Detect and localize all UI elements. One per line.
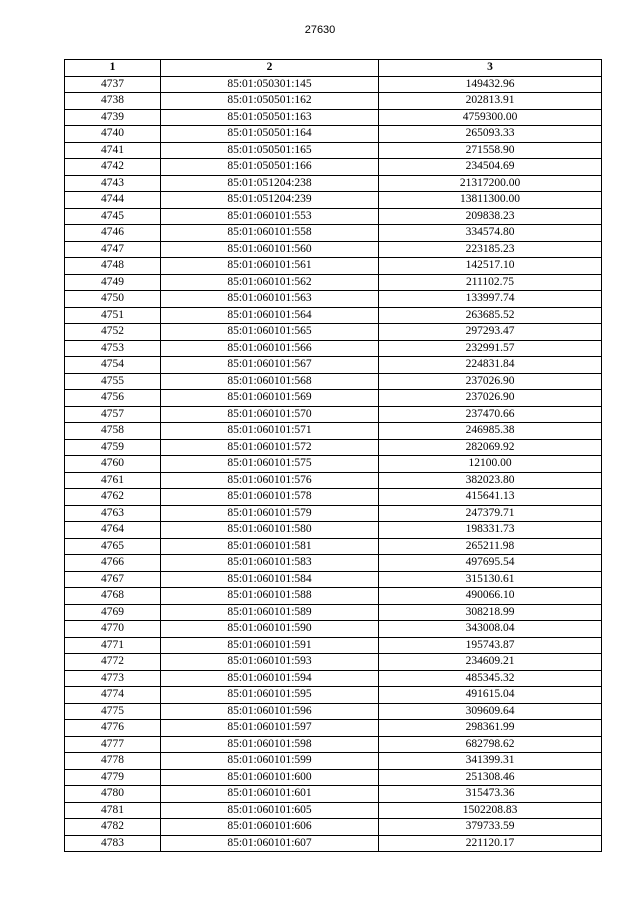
row-number-cell: 4749 bbox=[65, 274, 161, 291]
value-cell: 379733.59 bbox=[379, 819, 602, 836]
value-cell: 237026.90 bbox=[379, 373, 602, 390]
cadastral-number-cell: 85:01:060101:606 bbox=[161, 819, 379, 836]
row-number-cell: 4746 bbox=[65, 225, 161, 242]
cadastral-number-cell: 85:01:050501:164 bbox=[161, 126, 379, 143]
value-cell: 237470.66 bbox=[379, 406, 602, 423]
cadastral-number-cell: 85:01:060101:607 bbox=[161, 835, 379, 852]
value-cell: 224831.84 bbox=[379, 357, 602, 374]
cadastral-number-cell: 85:01:060101:605 bbox=[161, 802, 379, 819]
cadastral-number-cell: 85:01:050501:163 bbox=[161, 109, 379, 126]
table-row bbox=[65, 703, 602, 720]
row-number-cell: 4776 bbox=[65, 720, 161, 737]
row-number-cell: 4763 bbox=[65, 505, 161, 522]
cadastral-number-cell: 85:01:060101:598 bbox=[161, 736, 379, 753]
value-cell: 282069.92 bbox=[379, 439, 602, 456]
cadastral-number-cell: 85:01:060101:600 bbox=[161, 769, 379, 786]
row-number-cell: 4739 bbox=[65, 109, 161, 126]
value-cell: 21317200.00 bbox=[379, 175, 602, 192]
cadastral-number-cell: 85:01:060101:562 bbox=[161, 274, 379, 291]
table-row bbox=[65, 753, 602, 770]
row-number-cell: 4775 bbox=[65, 703, 161, 720]
table-row bbox=[65, 324, 602, 341]
table-row bbox=[65, 423, 602, 440]
row-number-cell: 4760 bbox=[65, 456, 161, 473]
cadastral-number-cell: 85:01:060101:579 bbox=[161, 505, 379, 522]
cadastral-number-cell: 85:01:060101:591 bbox=[161, 637, 379, 654]
table-row bbox=[65, 736, 602, 753]
table-row bbox=[65, 571, 602, 588]
table-row bbox=[65, 291, 602, 308]
value-cell: 195743.87 bbox=[379, 637, 602, 654]
table-row bbox=[65, 456, 602, 473]
cadastral-number-cell: 85:01:060101:594 bbox=[161, 670, 379, 687]
table-row bbox=[65, 604, 602, 621]
cadastral-number-cell: 85:01:060101:568 bbox=[161, 373, 379, 390]
cadastral-number-cell: 85:01:060101:558 bbox=[161, 225, 379, 242]
cadastral-number-cell: 85:01:060101:588 bbox=[161, 588, 379, 605]
row-number-cell: 4755 bbox=[65, 373, 161, 390]
cadastral-number-cell: 85:01:060101:567 bbox=[161, 357, 379, 374]
value-cell: 497695.54 bbox=[379, 555, 602, 572]
row-number-cell: 4772 bbox=[65, 654, 161, 671]
table-row bbox=[65, 406, 602, 423]
table-row bbox=[65, 340, 602, 357]
value-cell: 263685.52 bbox=[379, 307, 602, 324]
value-cell: 247379.71 bbox=[379, 505, 602, 522]
cadastral-number-cell: 85:01:060101:560 bbox=[161, 241, 379, 258]
cadastral-number-cell: 85:01:060101:553 bbox=[161, 208, 379, 225]
cadastral-number-cell: 85:01:060101:590 bbox=[161, 621, 379, 638]
value-cell: 415641.13 bbox=[379, 489, 602, 506]
row-number-cell: 4758 bbox=[65, 423, 161, 440]
row-number-cell: 4777 bbox=[65, 736, 161, 753]
value-cell: 490066.10 bbox=[379, 588, 602, 605]
value-cell: 341399.31 bbox=[379, 753, 602, 770]
cadastral-number-cell: 85:01:060101:596 bbox=[161, 703, 379, 720]
cadastral-number-cell: 85:01:060101:593 bbox=[161, 654, 379, 671]
value-cell: 234504.69 bbox=[379, 159, 602, 176]
value-cell: 149432.96 bbox=[379, 76, 602, 93]
cadastral-number-cell: 85:01:050501:165 bbox=[161, 142, 379, 159]
row-number-cell: 4737 bbox=[65, 76, 161, 93]
table-row bbox=[65, 159, 602, 176]
row-number-cell: 4738 bbox=[65, 93, 161, 110]
cadastral-number-cell: 85:01:060101:578 bbox=[161, 489, 379, 506]
value-cell: 271558.90 bbox=[379, 142, 602, 159]
value-cell: 315130.61 bbox=[379, 571, 602, 588]
table-row bbox=[65, 274, 602, 291]
value-cell: 246985.38 bbox=[379, 423, 602, 440]
table-row bbox=[65, 373, 602, 390]
table-row bbox=[65, 258, 602, 275]
table-row bbox=[65, 307, 602, 324]
table-row bbox=[65, 93, 602, 110]
row-number-cell: 4743 bbox=[65, 175, 161, 192]
cadastral-number-cell: 85:01:051204:238 bbox=[161, 175, 379, 192]
table-row bbox=[65, 175, 602, 192]
row-number-cell: 4752 bbox=[65, 324, 161, 341]
table-row bbox=[65, 357, 602, 374]
value-cell: 12100.00 bbox=[379, 456, 602, 473]
value-cell: 198331.73 bbox=[379, 522, 602, 539]
cadastral-number-cell: 85:01:060101:566 bbox=[161, 340, 379, 357]
table-row bbox=[65, 835, 602, 852]
table-row bbox=[65, 109, 602, 126]
table-row bbox=[65, 225, 602, 242]
cadastral-number-cell: 85:01:060101:572 bbox=[161, 439, 379, 456]
row-number-cell: 4742 bbox=[65, 159, 161, 176]
value-cell: 491615.04 bbox=[379, 687, 602, 704]
value-cell: 237026.90 bbox=[379, 390, 602, 407]
value-cell: 485345.32 bbox=[379, 670, 602, 687]
row-number-cell: 4783 bbox=[65, 835, 161, 852]
table-row bbox=[65, 687, 602, 704]
row-number-cell: 4745 bbox=[65, 208, 161, 225]
value-cell: 234609.21 bbox=[379, 654, 602, 671]
table-header-row bbox=[65, 60, 602, 77]
value-cell: 133997.74 bbox=[379, 291, 602, 308]
row-number-cell: 4757 bbox=[65, 406, 161, 423]
cadastral-number-cell: 85:01:060101:580 bbox=[161, 522, 379, 539]
cadastral-number-cell: 85:01:060101:599 bbox=[161, 753, 379, 770]
row-number-cell: 4740 bbox=[65, 126, 161, 143]
cadastral-number-cell: 85:01:060101:570 bbox=[161, 406, 379, 423]
table-row bbox=[65, 670, 602, 687]
column-header-2: 2 bbox=[161, 60, 379, 77]
row-number-cell: 4762 bbox=[65, 489, 161, 506]
row-number-cell: 4754 bbox=[65, 357, 161, 374]
table-row bbox=[65, 637, 602, 654]
value-cell: 308218.99 bbox=[379, 604, 602, 621]
cadastral-number-cell: 85:01:060101:575 bbox=[161, 456, 379, 473]
cadastral-number-cell: 85:01:050501:162 bbox=[161, 93, 379, 110]
table-row bbox=[65, 241, 602, 258]
row-number-cell: 4741 bbox=[65, 142, 161, 159]
value-cell: 315473.36 bbox=[379, 786, 602, 803]
row-number-cell: 4750 bbox=[65, 291, 161, 308]
cadastral-number-cell: 85:01:060101:563 bbox=[161, 291, 379, 308]
table-row bbox=[65, 588, 602, 605]
value-cell: 223185.23 bbox=[379, 241, 602, 258]
table-row bbox=[65, 142, 602, 159]
table-body bbox=[65, 76, 602, 852]
table-row bbox=[65, 802, 602, 819]
value-cell: 265093.33 bbox=[379, 126, 602, 143]
table-row bbox=[65, 505, 602, 522]
table-row bbox=[65, 439, 602, 456]
value-cell: 4759300.00 bbox=[379, 109, 602, 126]
row-number-cell: 4767 bbox=[65, 571, 161, 588]
cadastral-number-cell: 85:01:060101:589 bbox=[161, 604, 379, 621]
cadastral-number-cell: 85:01:060101:569 bbox=[161, 390, 379, 407]
cadastral-number-cell: 85:01:060101:601 bbox=[161, 786, 379, 803]
row-number-cell: 4766 bbox=[65, 555, 161, 572]
row-number-cell: 4770 bbox=[65, 621, 161, 638]
row-number-cell: 4779 bbox=[65, 769, 161, 786]
value-cell: 221120.17 bbox=[379, 835, 602, 852]
cadastral-number-cell: 85:01:050301:145 bbox=[161, 76, 379, 93]
value-cell: 13811300.00 bbox=[379, 192, 602, 209]
row-number-cell: 4748 bbox=[65, 258, 161, 275]
value-cell: 142517.10 bbox=[379, 258, 602, 275]
column-header-3: 3 bbox=[379, 60, 602, 77]
value-cell: 334574.80 bbox=[379, 225, 602, 242]
row-number-cell: 4761 bbox=[65, 472, 161, 489]
row-number-cell: 4768 bbox=[65, 588, 161, 605]
row-number-cell: 4744 bbox=[65, 192, 161, 209]
table-row bbox=[65, 208, 602, 225]
row-number-cell: 4747 bbox=[65, 241, 161, 258]
value-cell: 297293.47 bbox=[379, 324, 602, 341]
cadastral-number-cell: 85:01:060101:583 bbox=[161, 555, 379, 572]
value-cell: 251308.46 bbox=[379, 769, 602, 786]
table-row bbox=[65, 621, 602, 638]
cadastral-number-cell: 85:01:060101:595 bbox=[161, 687, 379, 704]
row-number-cell: 4764 bbox=[65, 522, 161, 539]
value-cell: 682798.62 bbox=[379, 736, 602, 753]
row-number-cell: 4782 bbox=[65, 819, 161, 836]
table-row bbox=[65, 654, 602, 671]
table-row bbox=[65, 489, 602, 506]
table-row bbox=[65, 390, 602, 407]
table-row bbox=[65, 769, 602, 786]
cadastral-number-cell: 85:01:060101:581 bbox=[161, 538, 379, 555]
value-cell: 1502208.83 bbox=[379, 802, 602, 819]
table-row bbox=[65, 555, 602, 572]
table-row bbox=[65, 126, 602, 143]
row-number-cell: 4756 bbox=[65, 390, 161, 407]
row-number-cell: 4774 bbox=[65, 687, 161, 704]
row-number-cell: 4753 bbox=[65, 340, 161, 357]
value-cell: 382023.80 bbox=[379, 472, 602, 489]
row-number-cell: 4751 bbox=[65, 307, 161, 324]
cadastral-number-cell: 85:01:051204:239 bbox=[161, 192, 379, 209]
cadastral-table bbox=[64, 59, 602, 852]
column-header-1: 1 bbox=[65, 60, 161, 77]
cadastral-number-cell: 85:01:060101:561 bbox=[161, 258, 379, 275]
value-cell: 309609.64 bbox=[379, 703, 602, 720]
value-cell: 298361.99 bbox=[379, 720, 602, 737]
table-row bbox=[65, 76, 602, 93]
page-number: 27630 bbox=[304, 24, 336, 36]
row-number-cell: 4771 bbox=[65, 637, 161, 654]
cadastral-number-cell: 85:01:060101:584 bbox=[161, 571, 379, 588]
table-row bbox=[65, 522, 602, 539]
row-number-cell: 4780 bbox=[65, 786, 161, 803]
table-row bbox=[65, 472, 602, 489]
row-number-cell: 4769 bbox=[65, 604, 161, 621]
value-cell: 211102.75 bbox=[379, 274, 602, 291]
value-cell: 343008.04 bbox=[379, 621, 602, 638]
value-cell: 232991.57 bbox=[379, 340, 602, 357]
cadastral-number-cell: 85:01:060101:597 bbox=[161, 720, 379, 737]
cadastral-number-cell: 85:01:060101:571 bbox=[161, 423, 379, 440]
value-cell: 265211.98 bbox=[379, 538, 602, 555]
value-cell: 202813.91 bbox=[379, 93, 602, 110]
cadastral-number-cell: 85:01:060101:564 bbox=[161, 307, 379, 324]
row-number-cell: 4765 bbox=[65, 538, 161, 555]
row-number-cell: 4781 bbox=[65, 802, 161, 819]
table-row bbox=[65, 192, 602, 209]
row-number-cell: 4759 bbox=[65, 439, 161, 456]
row-number-cell: 4778 bbox=[65, 753, 161, 770]
row-number-cell: 4773 bbox=[65, 670, 161, 687]
table-row bbox=[65, 538, 602, 555]
cadastral-number-cell: 85:01:050501:166 bbox=[161, 159, 379, 176]
table-row bbox=[65, 720, 602, 737]
table-row bbox=[65, 819, 602, 836]
table-row bbox=[65, 786, 602, 803]
value-cell: 209838.23 bbox=[379, 208, 602, 225]
cadastral-number-cell: 85:01:060101:565 bbox=[161, 324, 379, 341]
cadastral-number-cell: 85:01:060101:576 bbox=[161, 472, 379, 489]
